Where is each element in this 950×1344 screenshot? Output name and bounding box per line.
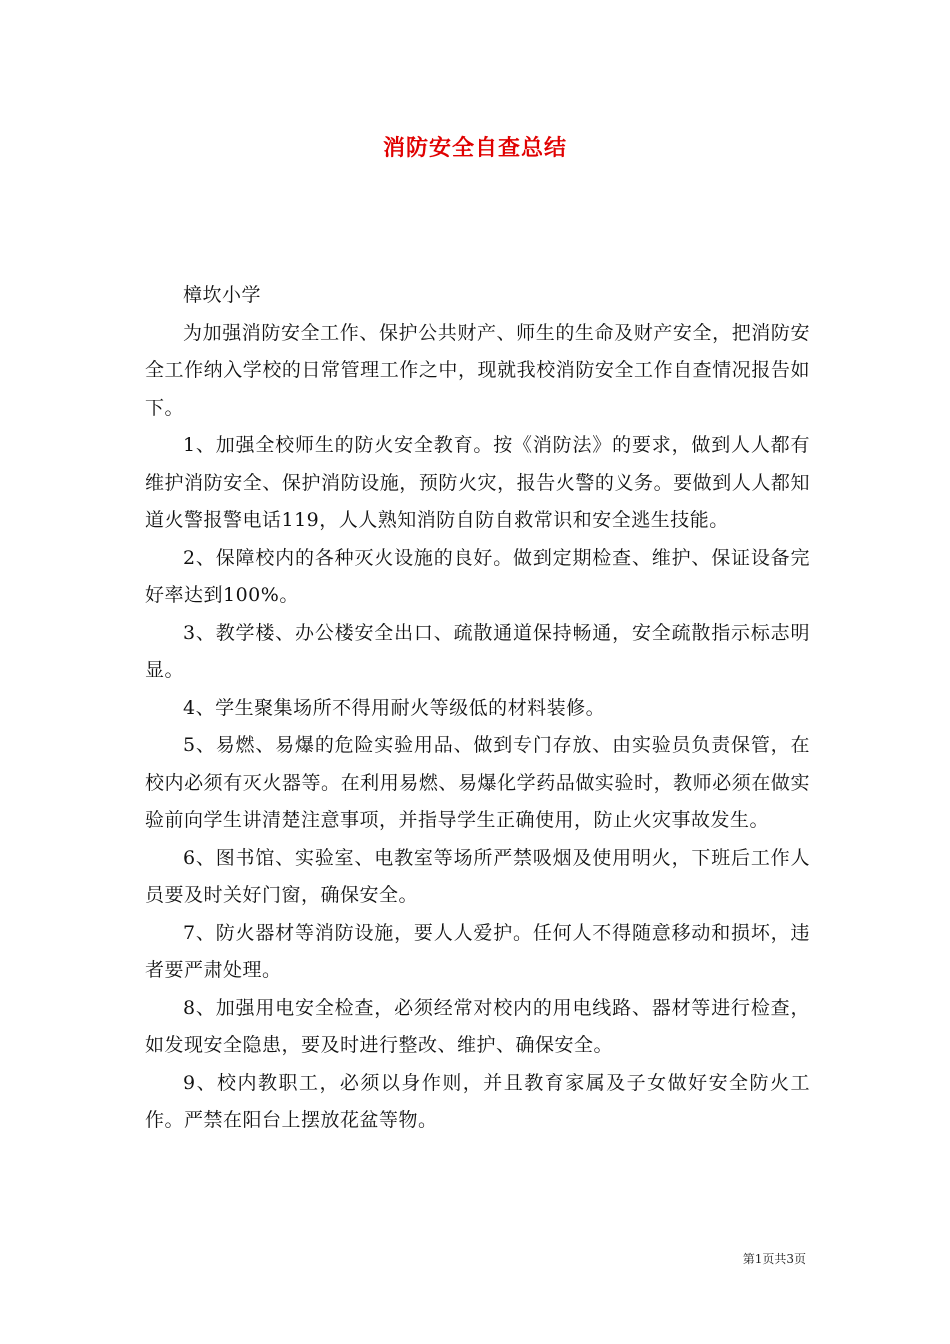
school-name: 樟坎小学 — [183, 284, 262, 306]
paragraph-intro: 为加强消防安全工作、保护公共财产、师生的生命及财产安全，把消防安全工作纳入学校的日常管理工作之中，现就我校消防安全工作自查情况报告如下。 — [145, 321, 810, 419]
document-body — [145, 277, 810, 1140]
paragraph-item-8: 8、加强用电安全检查，必须经常对校内的用电线路、器材等进行检查，如发现安全隐患，要及时进行整改、维护、确保安全。 — [145, 996, 810, 1056]
paragraph-item-3: 3、教学楼、办公楼安全出口、疏散通道保持畅通，安全疏散指示标志明显。 — [145, 621, 810, 681]
paragraph-item-9: 9、校内教职工，必须以身作则，并且教育家属及子女做好安全防火工作。严禁在阳台上摆放花盆等物。 — [145, 1071, 810, 1131]
paragraph-item-4: 4、学生聚集场所不得用耐火等级低的材料装修。 — [183, 696, 606, 719]
page-title: 消防安全自查总结 — [382, 136, 567, 161]
paragraph-item-7: 7、防火器材等消防设施，要人人爱护。任何人不得随意移动和损坏，违者要严肃处理。 — [145, 921, 810, 981]
paragraph-item-2: 2、保障校内的各种灭火设施的良好。做到定期检查、维护、保证设备完好率达到100%。 — [145, 546, 810, 606]
paragraph-item-5: 5、易燃、易爆的危险实验用品、做到专门存放、由实验员负责保管，在校内必须有灭火器等。在利用易燃、易爆化学药品做实验时，教师必须在做实验前向学生讲清楚注意事项，并指导学生正确使用，防止火灾事故发生。 — [145, 734, 810, 831]
paragraph-item-6: 6、图书馆、实验室、电教室等场所严禁吸烟及使用明火，下班后工作人员要及时关好门窗，确保安全。 — [145, 846, 810, 906]
paragraph-item-1: 1、加强全校师生的防火安全教育。按《消防法》的要求，做到人人都有维护消防安全、保护消防设施，预防火灾，报告火警的义务。要做到人人都知道火警报警电话119，人人熟知消防自防自救常识和安全逃生技能。 — [145, 434, 810, 531]
page-number-footer: 第1页共3页 — [742, 1252, 806, 1266]
